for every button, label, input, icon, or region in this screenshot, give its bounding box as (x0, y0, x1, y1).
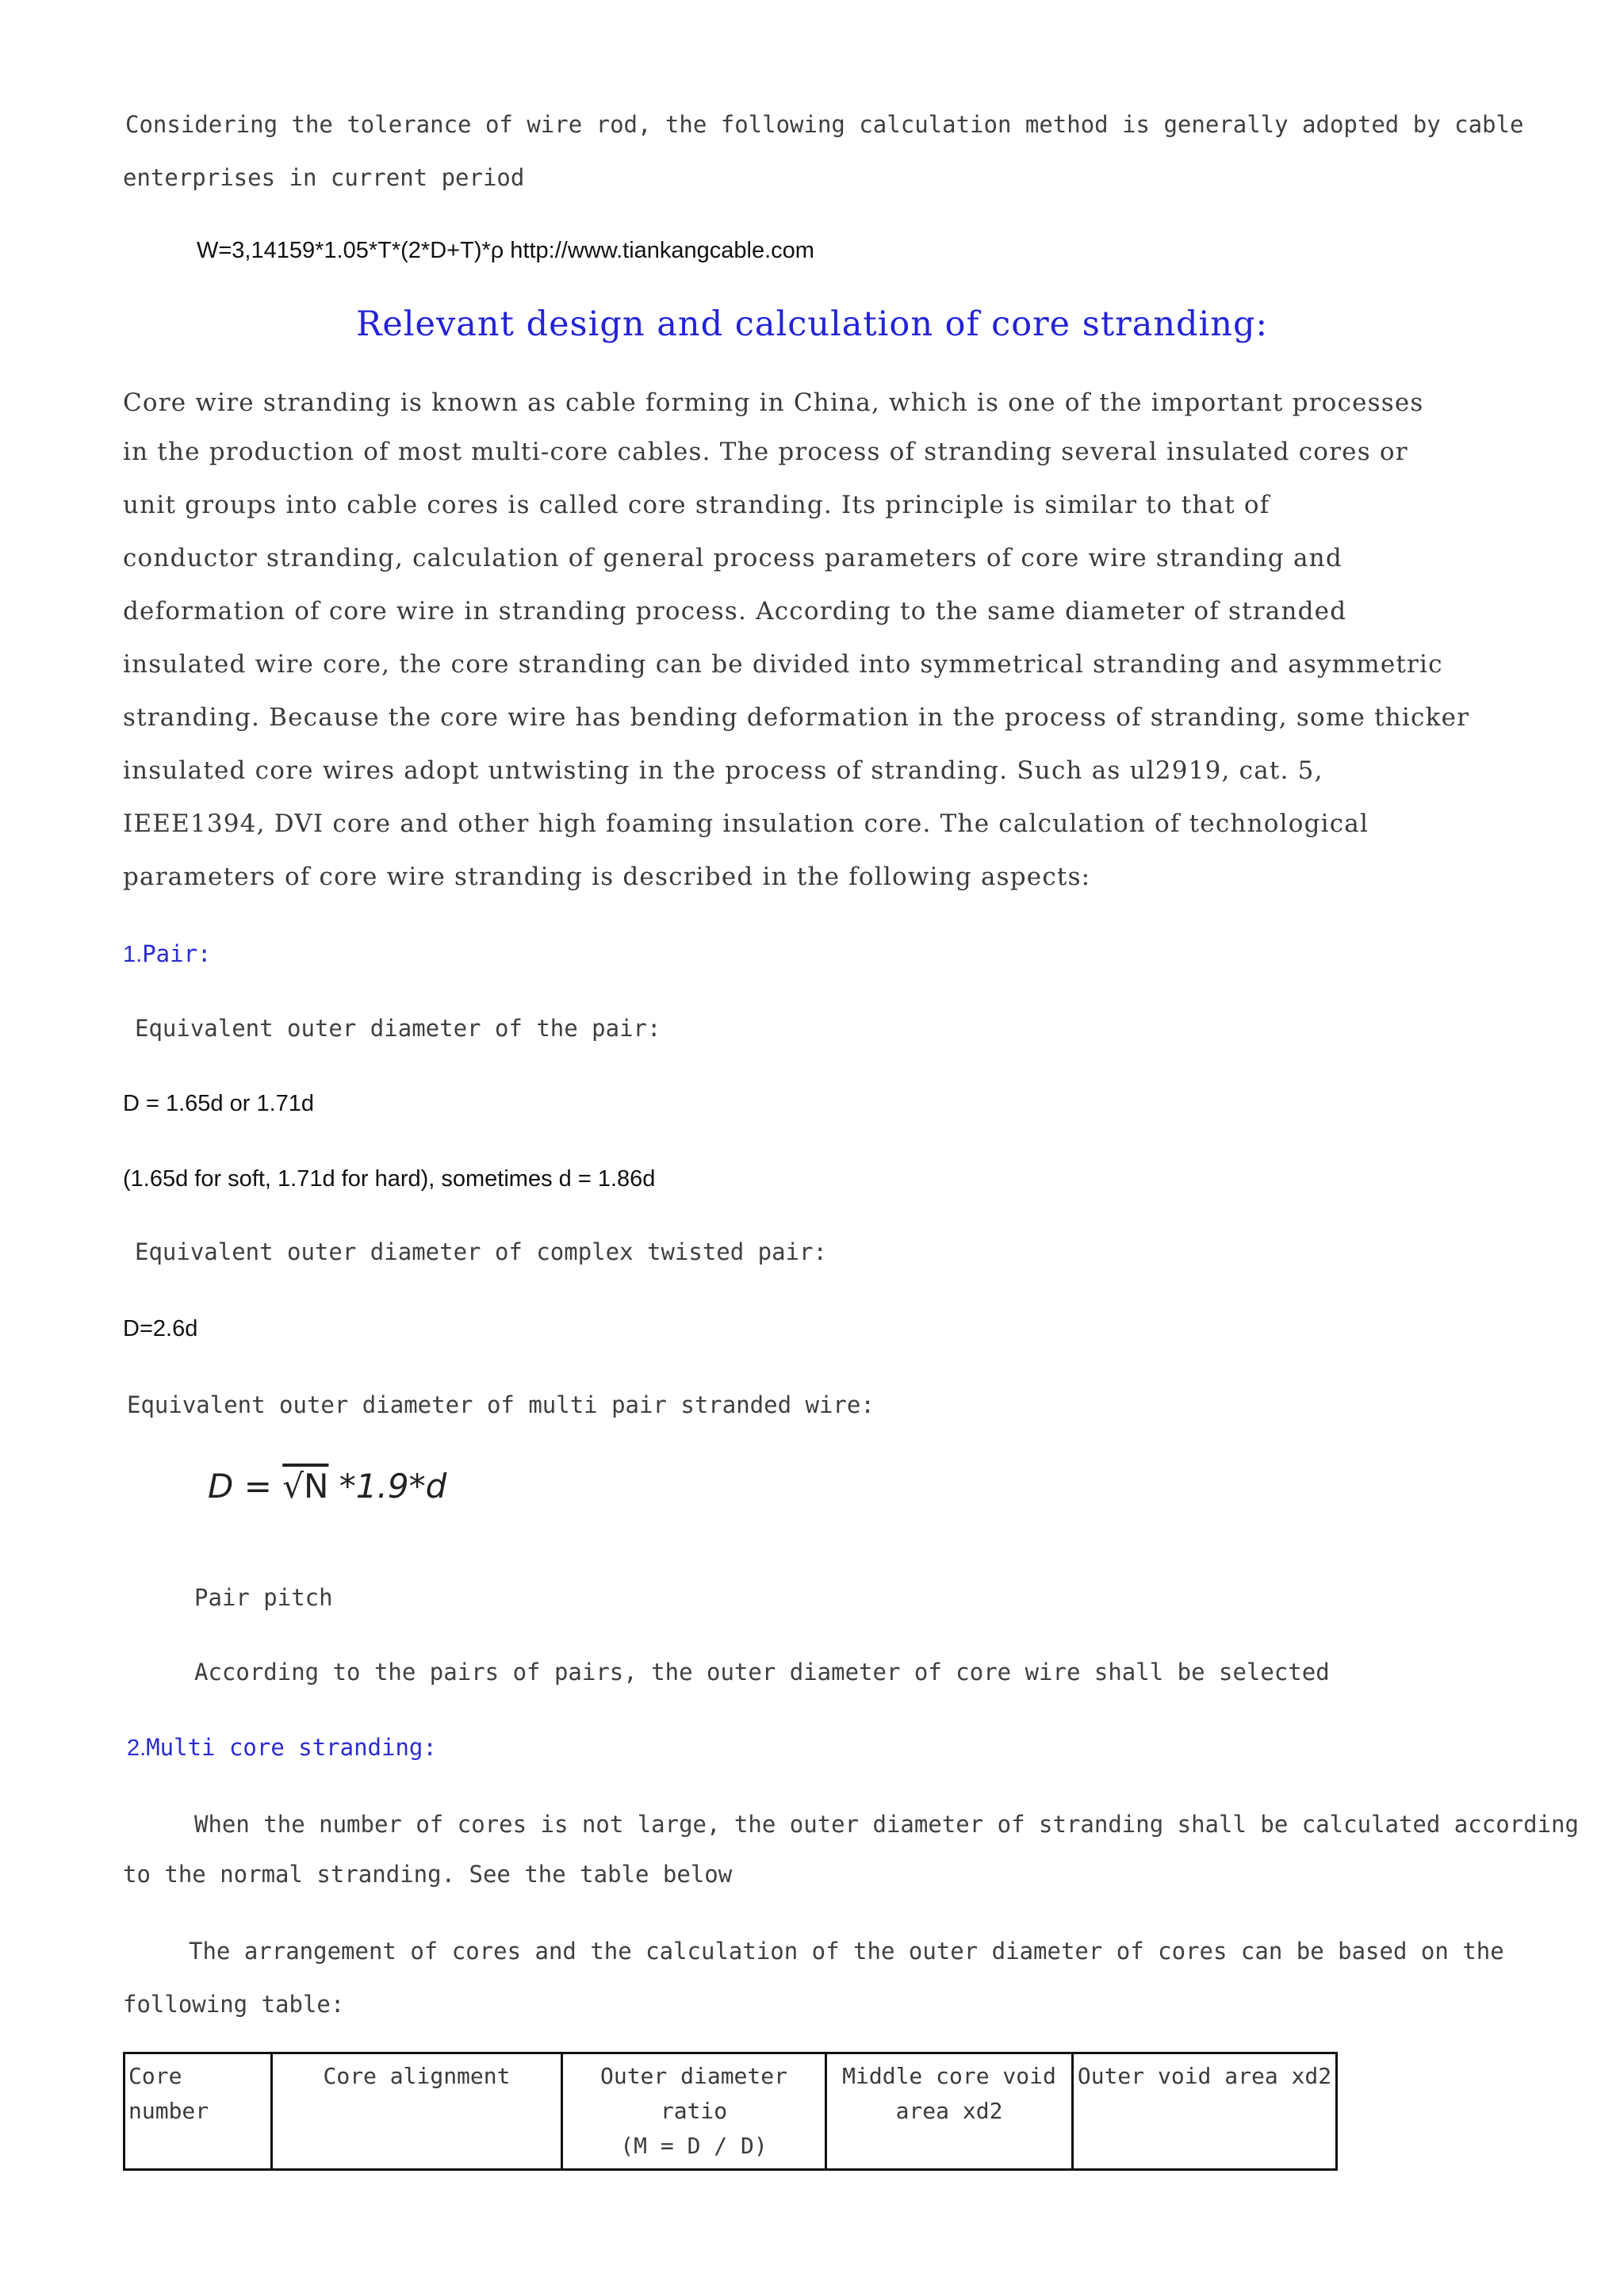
pair-pitch-label: Pair pitch (194, 1584, 333, 1611)
square-root-n: √N (282, 1467, 329, 1506)
table-header-cell (826, 2053, 1073, 2170)
formula-rhs: *1.9*d (328, 1467, 447, 1506)
table-header-cell (124, 2053, 272, 2170)
complex-pair-label: Equivalent outer diameter of complex twisted pair: (135, 1238, 827, 1265)
multi-pair-label: Equivalent outer diameter of multi pair stranded wire: (127, 1391, 875, 1418)
formula-lhs: D = (208, 1467, 283, 1506)
paragraph-line: conductor stranding, calculation of general process parameters of core wire stranding and (123, 544, 1342, 572)
paragraph-line: insulated core wires adopt untwisting in the process of stranding. Such as ul2919, cat. 5, (123, 756, 1323, 785)
multi-core-para-line-1: When the number of cores is not large, the outer diameter of stranding shall be calculated according (194, 1811, 1579, 1838)
paragraph-line: parameters of core wire stranding is described in the following aspects: (123, 863, 1091, 891)
header-core-number: Core number (128, 2063, 209, 2124)
header-outer-diameter-ratio-sub: (M = D / D) (620, 2133, 768, 2159)
pair-diameter-note: (1.65d for soft, 1.71d for hard), sometimes d = 1.86d (123, 1166, 656, 1192)
arrangement-para-line-1: The arrangement of cores and the calculation of the outer diameter of cores can be based on the (189, 1938, 1504, 1965)
paragraph-line: insulated wire core, the core stranding can be divided into symmetrical stranding and asymmetric (123, 650, 1443, 679)
pair-pitch-text: According to the pairs of pairs, the outer diameter of core wire shall be selected (194, 1659, 1330, 1686)
weight-formula: W=3,14159*1.05*T*(2*D+T)*ρ http://www.tiankangcable.com (197, 238, 814, 263)
section-2-number: 2. (127, 1735, 147, 1761)
header-middle-core-void: Middle core void (842, 2063, 1056, 2089)
pair-diameter-label: Equivalent outer diameter of the pair: (135, 1015, 661, 1042)
core-arrangement-table (123, 2052, 1338, 2171)
section-1-heading (123, 940, 212, 968)
pair-diameter-formula: D = 1.65d or 1.71d (123, 1091, 315, 1116)
section-2-heading (127, 1734, 437, 1762)
arrangement-para-line-2: following table: (123, 1991, 345, 2018)
header-outer-diameter-ratio: Outer diameter ratio (599, 2063, 787, 2124)
section-1-label: Pair: (142, 940, 212, 967)
table-header-cell (1073, 2053, 1337, 2170)
header-core-alignment: Core alignment (323, 2063, 511, 2089)
table-header-cell (272, 2053, 562, 2170)
paragraph-line: deformation of core wire in stranding process. According to the same diameter of stranded (123, 597, 1347, 626)
section-1-number: 1. (123, 942, 143, 967)
intro-line-1: Considering the tolerance of wire rod, the following calculation method is generally adopted by cable (125, 111, 1524, 138)
paragraph-line: stranding. Because the core wire has bending deformation in the process of stranding, some thicker (123, 703, 1470, 732)
multi-core-para-line-2: to the normal stranding. See the table below (123, 1861, 733, 1888)
section-2-label: Multi core stranding: (146, 1734, 437, 1761)
paragraph-line: IEEE1394, DVI core and other high foaming insulation core. The calculation of technological (123, 809, 1369, 838)
paragraph-line: in the production of most multi-core cables. The process of stranding several insulated cores or (123, 438, 1408, 466)
intro-line-2: enterprises in current period (123, 164, 525, 191)
header-middle-core-void-sub: area xd2 (895, 2098, 1003, 2124)
paragraph-line: unit groups into cable cores is called core stranding. Its principle is similar to that of (123, 491, 1270, 519)
complex-pair-formula: D=2.6d (123, 1316, 198, 1341)
section-title: Relevant design and calculation of core stranding: (355, 304, 1269, 344)
table-header-cell (562, 2053, 826, 2170)
paragraph-line: Core wire stranding is known as cable forming in China, which is one of the important processes (123, 388, 1424, 417)
header-outer-void-area: Outer void area xd2 (1077, 2063, 1332, 2089)
multi-pair-formula (208, 1467, 446, 1506)
table-header-row (124, 2053, 1337, 2170)
